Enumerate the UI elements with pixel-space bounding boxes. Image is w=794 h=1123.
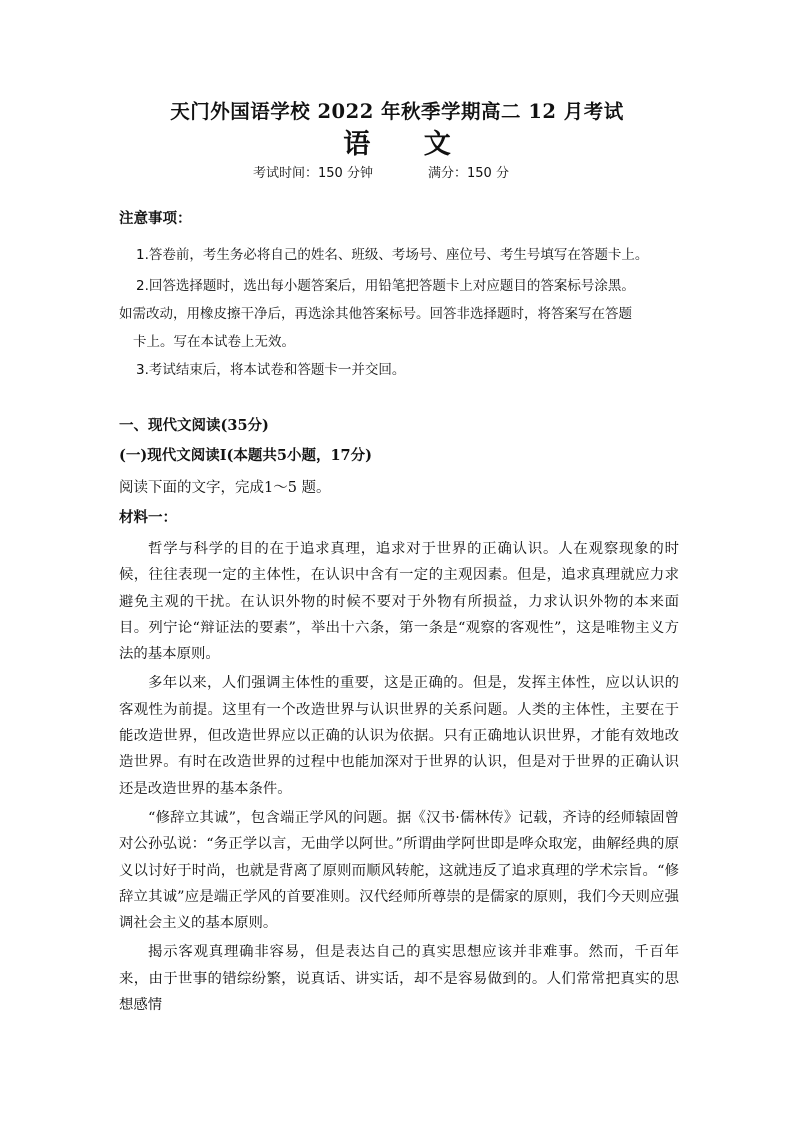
passage-paragraph-1: 哲学与科学的目的在于追求真理，追求对于世界的正确认识。人在观察现象的时候，往往表现一定的主体性，在认识中含有一定的主观因素。但是，追求真理就应力求避免主观的干扰。在认识外物的时候不要对于外物有所损益，力求认识外物的本来面目。列宁论“辩证法的要素”，举出十六条，第一条是“观察的客观性”，这是唯物主义方法的基本原则。 (119, 541, 679, 663)
passage-paragraph-2: 多年以来，人们强调主体性的重要，这是正确的。但是，发挥主体性，应以认识的客观性为前提。这里有一个改造世界与认识世界的关系问题。人类的主体性，主要在于能改造世界，但改造世界应以正确的认识为依据。只有正确地认识世界，才能有效地改造世界。有时在改造世界的过程中也能加深对于世界的认识，但是对于世界的正确认识还是改造世界的基本条件。 (119, 675, 679, 797)
notice-item-2-line-1: 2.回答选择题时，选出每小题答案后，用铅笔把答题卡上对应题目的答案标号涂黑。 (136, 278, 635, 294)
material-label: 材料一： (119, 509, 177, 526)
notice-item-2 (119, 272, 679, 356)
section-heading: 一、现代文阅读(35分) (119, 417, 269, 434)
full-score: 满分：150 分 (428, 166, 509, 181)
exam-time: 考试时间：150 分钟 (253, 166, 373, 181)
notice-item-2-line-3: 卡上。写在本试卷上无效。 (133, 334, 295, 350)
notice-item-1-text: 1.答卷前，考生务必将自己的姓名、班级、考场号、座位号、考生号填写在答题卡上。 (136, 247, 649, 263)
section-subheading: (一)现代文阅读Ⅰ(本题共5小题，17分) (119, 447, 372, 464)
notice-item-3 (119, 356, 679, 384)
notice-heading: 注意事项： (119, 210, 192, 227)
notice-item-2-line-2: 如需改动，用橡皮擦干净后，再选涂其他答案标号。回答非选择题时，将答案写在答题 (119, 306, 632, 322)
exam-title: 天门外国语学校 2022 年秋季学期高二 12 月考试 (170, 100, 624, 123)
reading-passage (119, 536, 679, 1021)
subject-title: 语 文 (343, 129, 473, 160)
reading-instruction: 阅读下面的文字，完成1～5 题。 (119, 480, 331, 496)
notice-item-1 (119, 241, 679, 269)
passage-paragraph-3: “修辞立其诚”，包含端正学风的问题。据《汉书·儒林传》记载，齐诗的经师辕固曾对公孙弘说：“务正学以言，无曲学以阿世。”所谓曲学阿世即是哗众取宠，曲解经典的原义以讨好于时尚，也就是背离了原则而顺风转舵，这就违反了追求真理的学术宗旨。“修辞立其诚”应是端正学风的首要准则。汉代经师所尊崇的是儒家的原则，我们今天则应强调社会主义的基本原则。 (119, 809, 679, 932)
passage-paragraph-4: 揭示客观真理确非容易，但是表达自己的真实思想应该并非难事。然而，千百年来，由于世事的错综纷繁，说真话、讲实话，却不是容易做到的。人们常常把真实的思想感情 (119, 944, 679, 1014)
notice-item-3-text: 3.考试结束后，将本试卷和答题卡一并交回。 (136, 362, 406, 378)
